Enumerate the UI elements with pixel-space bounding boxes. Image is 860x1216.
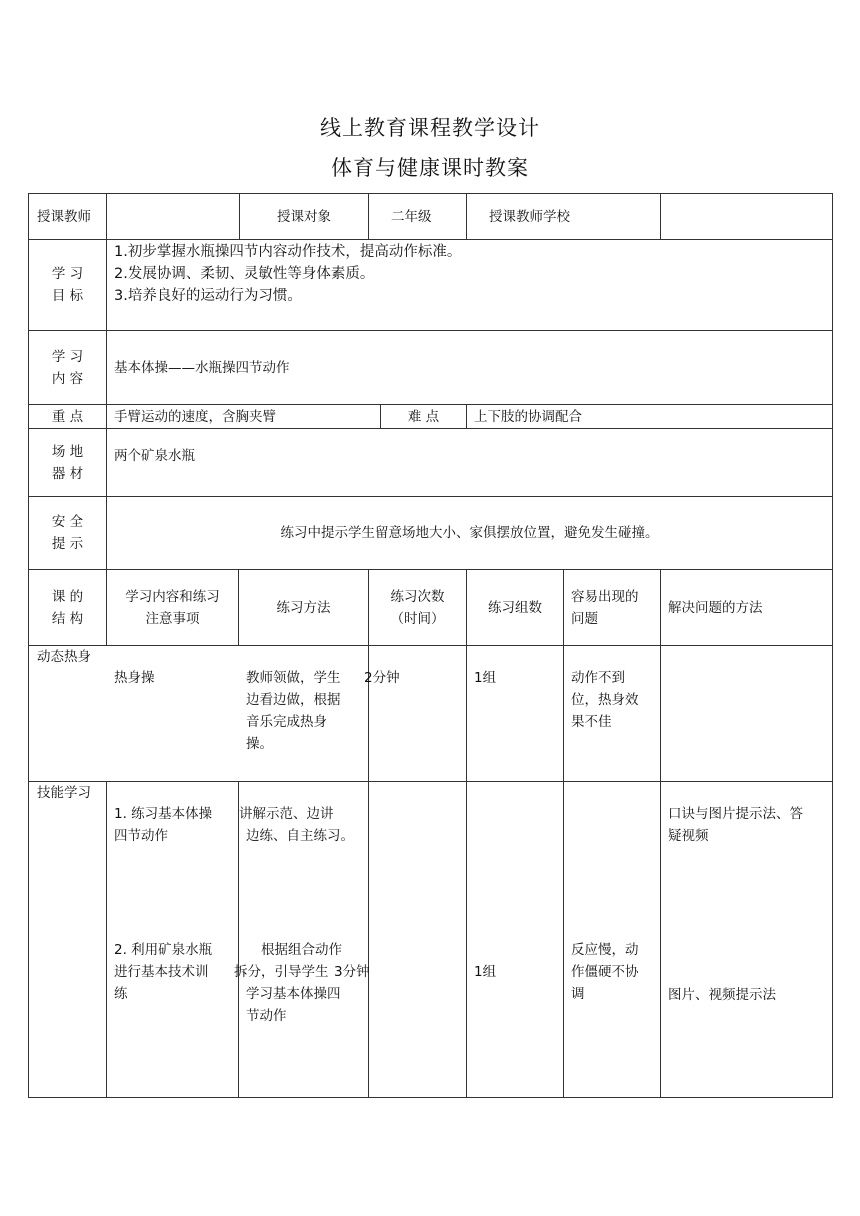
skills-part2-content xyxy=(107,939,238,1005)
content-label-line1: 学 习 xyxy=(51,348,84,365)
goals-label-line1: 学 习 xyxy=(51,266,84,282)
column-header-groups: 练习组数 xyxy=(488,599,542,616)
skills-part2-problems xyxy=(564,939,660,1005)
goals-list xyxy=(107,241,832,330)
school-value xyxy=(661,194,832,239)
equipment-label xyxy=(29,429,106,496)
safety-label-line2: 提 示 xyxy=(51,536,84,552)
table-rule xyxy=(28,645,833,646)
column-header-content xyxy=(107,570,238,645)
warmup-stage: 动态热身 xyxy=(37,649,91,665)
warmup-method-line: 教师领做，学生 xyxy=(246,670,341,686)
skills-part2-method xyxy=(234,939,368,1027)
safety-value: 练习中提示学生留意场地大小、家俱摆放位置，避免发生碰撞。 xyxy=(280,525,659,541)
warmup-method-line: 边看边做，根据 xyxy=(246,692,341,708)
table-rule xyxy=(28,1097,833,1098)
warmup-problem-line: 果不佳 xyxy=(571,714,612,730)
document-title: 线上教育课程教学设计 xyxy=(320,116,540,140)
equipment-label-line1: 场 地 xyxy=(51,443,84,460)
skills-part2-groups: 1组 xyxy=(474,964,497,980)
skills-part2-method-line: 根据组合动作 xyxy=(261,942,342,958)
key-points-label: 重 点 xyxy=(51,408,84,425)
skills-part2-method-line: 节动作 xyxy=(246,1008,287,1024)
column-header-problems-line2: 问题 xyxy=(571,610,598,627)
target-label: 授课对象 xyxy=(277,208,331,225)
skills-part2-problem-line: 反应慢，动 xyxy=(571,942,639,958)
difficulty-value: 上下肢的协调配合 xyxy=(474,408,582,425)
skills-part1-solution-line: 疑视频 xyxy=(668,828,709,844)
column-header-count-line2: （时间） xyxy=(390,610,445,627)
skills-part1-method-line: 边练、自主练习。 xyxy=(246,828,354,844)
skills-part1-method xyxy=(232,803,368,847)
target-value: 二年级 xyxy=(391,208,432,225)
warmup-method-line: 操。 xyxy=(246,736,273,752)
content-value: 基本体操——水瓶操四节动作 xyxy=(114,359,290,376)
equipment-value: 两个矿泉水瓶 xyxy=(114,448,195,464)
warmup-problems xyxy=(564,667,660,733)
difficulty-label: 难 点 xyxy=(407,408,440,425)
column-header-content-line2: 注意事项 xyxy=(145,610,200,627)
goals-label xyxy=(29,240,106,330)
document-subtitle: 体育与健康课时教案 xyxy=(331,156,529,180)
skills-stage: 技能学习 xyxy=(37,785,91,801)
table-rule xyxy=(563,569,564,1097)
goal-item: 1.初步掌握水瓶操四节内容动作技术，提高动作标准。 xyxy=(114,244,462,260)
safety-label-line1: 安 全 xyxy=(51,514,84,530)
skills-part2-problem-line: 调 xyxy=(571,986,585,1002)
skills-part1-content-line: 1. 练习基本体操 xyxy=(114,806,213,822)
warmup-problem-line: 动作不到 xyxy=(571,670,625,686)
skills-part2-solution: 图片、视频提示法 xyxy=(668,987,776,1003)
goal-item: 2.发展协调、柔韧、灵敏性等身体素质。 xyxy=(114,266,375,282)
goals-label-line2: 目 标 xyxy=(51,288,84,304)
warmup-problem-line: 位，热身效 xyxy=(571,692,639,708)
table-rule xyxy=(28,239,833,240)
skills-part1-solution-line: 口诀与图片提示法、答 xyxy=(668,806,803,822)
table-rule xyxy=(832,193,833,1098)
content-label xyxy=(29,331,106,404)
structure-label-line2: 结 构 xyxy=(51,610,84,627)
table-rule xyxy=(368,193,369,239)
table-rule xyxy=(28,428,833,429)
skills-part1-method-line: 讲解示范、边讲 xyxy=(239,806,334,822)
warmup-time: 2分钟 xyxy=(364,670,400,686)
skills-part2-content-line: 练 xyxy=(114,986,128,1002)
table-rule xyxy=(368,569,369,1097)
skills-part2-problem-line: 作僵硬不协 xyxy=(571,964,639,980)
equipment-label-line2: 器 材 xyxy=(51,465,84,482)
skills-part1-content-line: 四节动作 xyxy=(114,828,168,844)
table-rule xyxy=(466,569,467,1097)
teacher-label: 授课教师 xyxy=(37,208,91,225)
column-header-solutions: 解决问题的方法 xyxy=(668,599,763,616)
column-header-method: 练习方法 xyxy=(276,599,331,616)
column-header-count-line1: 练习次数 xyxy=(390,588,445,605)
teacher-value xyxy=(107,194,239,239)
skills-part2-content-line: 进行基本技术训 xyxy=(114,964,209,980)
warmup-content: 热身操 xyxy=(114,670,155,686)
school-label: 授课教师学校 xyxy=(489,208,570,225)
skills-part2-content-line: 2. 利用矿泉水瓶 xyxy=(114,942,213,958)
structure-label xyxy=(29,570,106,645)
key-points-value: 手臂运动的速度，含胸夹臂 xyxy=(114,408,276,425)
warmup-groups: 1组 xyxy=(474,670,497,686)
skills-part1-solution xyxy=(661,803,832,847)
column-header-problems xyxy=(564,570,660,645)
column-header-count xyxy=(369,570,466,645)
content-label-line2: 内 容 xyxy=(51,370,84,387)
safety-label xyxy=(29,497,106,569)
warmup-method xyxy=(239,667,368,755)
table-rule xyxy=(28,781,833,782)
skills-part2-method-line: 学习基本体操四 xyxy=(246,986,341,1002)
skills-part2-method-line: 拆分，引导学生 xyxy=(234,964,329,980)
column-header-problems-line1: 容易出现的 xyxy=(571,588,639,605)
goal-item: 3.培养良好的运动行为习惯。 xyxy=(114,288,302,304)
warmup-method-line: 音乐完成热身 xyxy=(246,714,327,730)
skills-part1-content xyxy=(107,803,247,847)
skills-part2-time: 3分钟 xyxy=(334,964,370,980)
table-rule xyxy=(466,193,467,239)
column-header-content-line1: 学习内容和练习 xyxy=(125,588,220,605)
structure-label-line1: 课 的 xyxy=(51,588,84,605)
